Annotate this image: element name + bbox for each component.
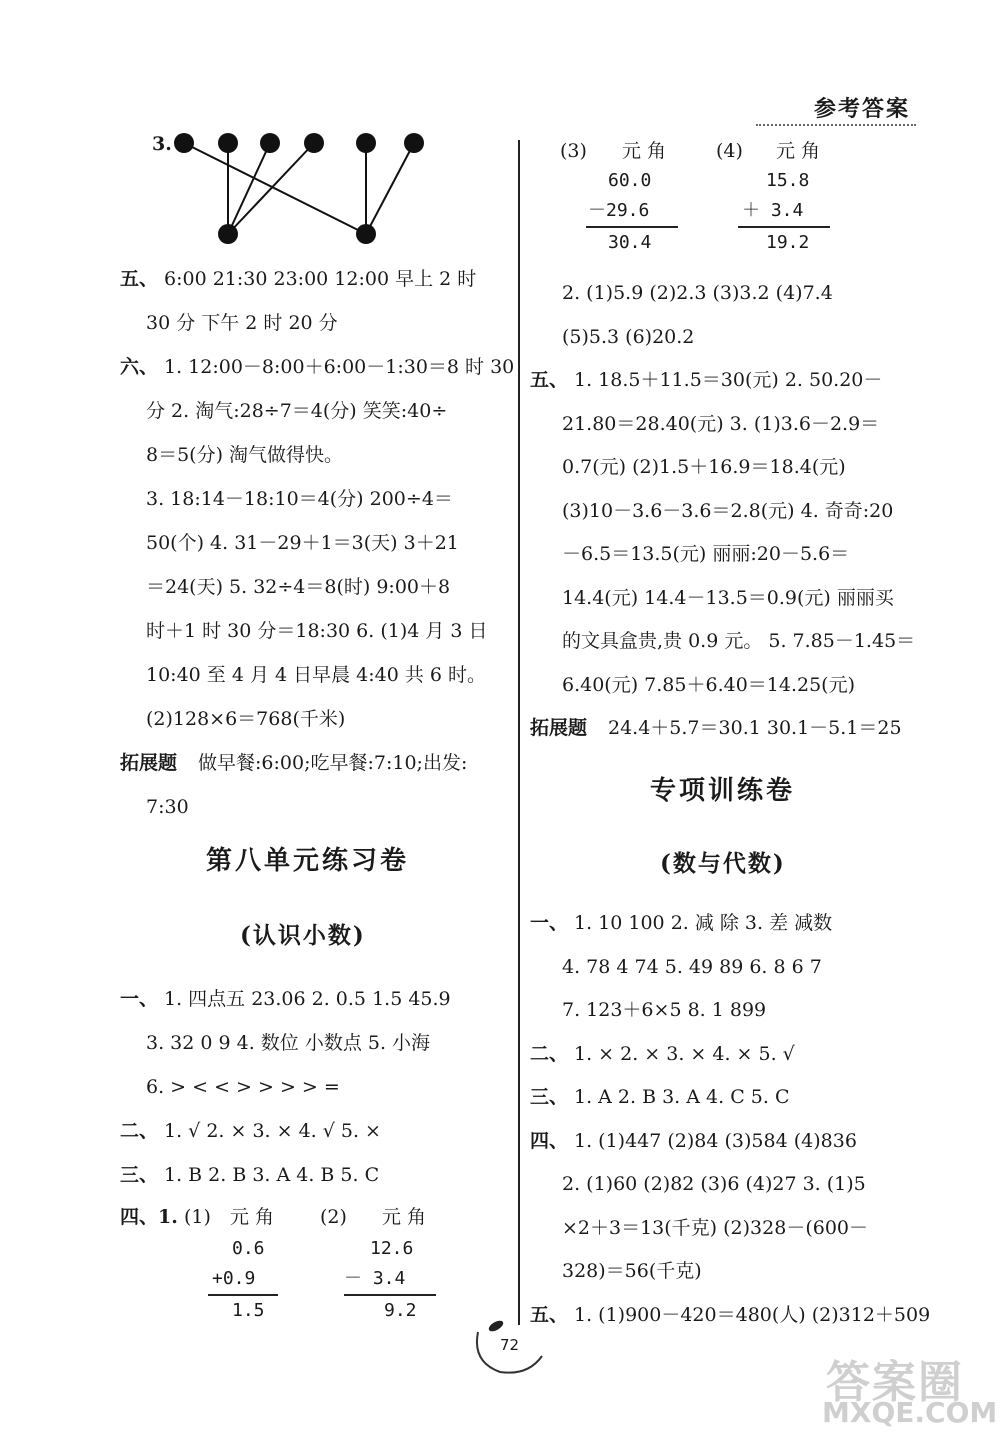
- item-label: 三、: [120, 1164, 159, 1186]
- watermark-url: MXQE.COM: [822, 1396, 998, 1429]
- answer-line: 1. √ 2. × 3. × 4. √ 5. ×: [164, 1120, 381, 1142]
- item-label: 五、: [530, 369, 569, 391]
- answer-line: 做早餐:6:00;吃早餐:7:10;出发:: [198, 752, 468, 774]
- answer-line: 4. 78 4 74 5. 49 89 6. 8 6 7: [562, 955, 822, 978]
- header-title: 参考答案: [814, 97, 911, 122]
- calc-3-r: 30.4: [608, 232, 652, 253]
- answer-line: 30 分 下午 2 时 20 分: [146, 312, 338, 334]
- item-label: 二、: [530, 1042, 569, 1065]
- calc-1-r: 1.5: [232, 1300, 265, 1321]
- answer-line: 3. 32 0 9 4. 数位 小数点 5. 小海: [146, 1032, 431, 1054]
- calc-2-header: 元 角: [382, 1206, 427, 1228]
- calc-1-rule: [208, 1294, 278, 1296]
- answer-line: (2)128×6＝768(千米): [146, 708, 346, 730]
- answer-line: 2. (1)60 (2)82 (3)6 (4)27 3. (1)5: [562, 1173, 866, 1195]
- dot-top-3: [260, 133, 280, 153]
- answer-line: 6.40(元) 7.85＋6.40＝14.25(元): [562, 673, 855, 696]
- special-title: 专项训练卷: [650, 776, 796, 806]
- dot-top-5: [356, 133, 376, 153]
- answer-line: 1. 10 100 2. 减 除 3. 差 减数: [574, 912, 833, 934]
- answer-line: 1. × 2. × 3. × 4. × 5. √: [574, 1042, 795, 1065]
- answer-line: 0.7(元) (2)1.5＋16.9＝18.4(元): [562, 456, 846, 478]
- q3-label: 3.: [152, 133, 172, 155]
- answer-line: 1. 四点五 23.06 2. 0.5 1.5 45.9: [164, 988, 451, 1010]
- matching-diagram: [170, 128, 430, 248]
- answer-line: 1. (1)900－420＝480(人) (2)312＋509: [574, 1303, 931, 1326]
- calc-2-label: (2): [320, 1206, 347, 1228]
- watermark-logo: 答案圈: [826, 1357, 964, 1408]
- answer-line: ＝24(天) 5. 32÷4＝8(时) 9:00＋8: [146, 576, 451, 598]
- calc-1-b: +0.9: [212, 1268, 256, 1289]
- answer-line: 1. A 2. B 3. A 4. C 5. C: [574, 1086, 790, 1108]
- answer-line: 2. (1)5.9 (2)2.3 (3)3.2 (4)7.4: [562, 282, 833, 304]
- calc-4-a: 15.8: [766, 170, 810, 191]
- item-label: 六、: [120, 356, 159, 378]
- calc-2-a: 12.6: [370, 1238, 414, 1259]
- calc-3-rule: [586, 226, 678, 228]
- calc-3-label: (3): [560, 140, 587, 162]
- answer-line: 7:30: [146, 796, 189, 818]
- calc-3-a: 60.0: [608, 170, 652, 191]
- answer-line: 24.4＋5.7＝30.1 30.1－5.1＝25: [608, 717, 902, 739]
- item-label: 拓展题: [530, 717, 588, 739]
- header-dotted-rule: [756, 124, 916, 126]
- answer-line: ×2＋3＝13(千克) (2)328－(600－: [562, 1216, 868, 1239]
- item-label: 四、: [530, 1129, 569, 1152]
- answer-line: (5)5.3 (6)20.2: [562, 325, 695, 348]
- unit-title: 第八单元练习卷: [206, 846, 410, 876]
- dot-top-6: [404, 133, 424, 153]
- answer-line: 1. B 2. B 3. A 4. B 5. C: [164, 1164, 380, 1186]
- answer-line: 328)＝56(千克): [562, 1260, 702, 1282]
- item-label: 五、: [530, 1303, 569, 1326]
- item-label: 一、: [530, 912, 569, 934]
- item-label: 三、: [530, 1086, 569, 1108]
- item-label: 拓展题: [120, 752, 178, 774]
- dot-top-2: [218, 133, 238, 153]
- answer-line: 的文具盒贵,贵 0.9 元。 5. 7.85－1.45＝: [562, 630, 916, 652]
- calc-3-b: －29.6: [588, 200, 650, 221]
- calc-1-a: 0.6: [232, 1238, 265, 1259]
- calc-4-header: 元 角: [776, 140, 821, 162]
- answer-line: 1. (1)447 (2)84 (3)584 (4)836: [574, 1129, 857, 1152]
- item-label: 二、: [120, 1120, 159, 1142]
- calc-1-label: (1): [184, 1206, 211, 1228]
- calc-2-rule: [344, 1294, 436, 1296]
- dot-bottom-1: [218, 224, 238, 244]
- item-label: 一、: [120, 988, 159, 1010]
- answer-line: 8＝5(分) 淘气做得快。: [146, 444, 344, 466]
- calc-3-header: 元 角: [622, 140, 667, 162]
- answer-line: 时＋1 时 30 分＝18:30 6. (1)4 月 3 日: [146, 620, 488, 642]
- answer-line: 6:00 21:30 23:00 12:00 早上 2 时: [164, 268, 477, 290]
- dot-bottom-2: [356, 224, 376, 244]
- dot-top-1: [174, 133, 194, 153]
- page-number: 72: [500, 1336, 520, 1354]
- calc-4-b: ＋ 3.4: [742, 200, 804, 221]
- answer-line: 50(个) 4. 31－29＋1＝3(天) 3＋21: [146, 532, 459, 554]
- answer-line: －6.5＝13.5(元) 丽丽:20－5.6＝: [562, 543, 850, 565]
- dot-top-4: [304, 133, 324, 153]
- unit-subtitle: (认识小数): [240, 922, 366, 949]
- calc-2-r: 9.2: [384, 1300, 417, 1321]
- answer-line: 14.4(元) 14.4－13.5＝0.9(元) 丽丽买: [562, 586, 894, 609]
- calc-2-b: － 3.4: [344, 1268, 406, 1289]
- answer-line: 10:40 至 4 月 4 日早晨 4:40 共 6 时。: [146, 664, 487, 686]
- column-divider: [518, 140, 520, 1325]
- answer-line: (3)10－3.6－3.6＝2.8(元) 4. 奇奇:20: [562, 499, 894, 522]
- answer-line: 6. > < < > > > > =: [146, 1076, 340, 1098]
- answer-line: 7. 123＋6×5 8. 1 899: [562, 999, 767, 1021]
- answer-line: 分 2. 淘气:28÷7＝4(分) 笑笑:40÷: [146, 400, 448, 422]
- item-label: 五、: [120, 268, 159, 290]
- special-subtitle: (数与代数): [660, 850, 786, 877]
- calc-4-rule: [738, 226, 830, 228]
- q4-label: 四、1.: [120, 1206, 178, 1228]
- answer-line: 1. 18.5＋11.5＝30(元) 2. 50.20－: [574, 369, 883, 391]
- calc-4-r: 19.2: [766, 232, 810, 253]
- calc-4-label: (4): [716, 140, 743, 162]
- calc-1-header: 元 角: [230, 1206, 275, 1228]
- answer-line: 1. 12:00－8:00＋6:00－1:30＝8 时 30: [164, 356, 515, 378]
- answer-line: 21.80＝28.40(元) 3. (1)3.6－2.9＝: [562, 412, 880, 435]
- answer-line: 3. 18:14－18:10＝4(分) 200÷4＝: [146, 488, 453, 510]
